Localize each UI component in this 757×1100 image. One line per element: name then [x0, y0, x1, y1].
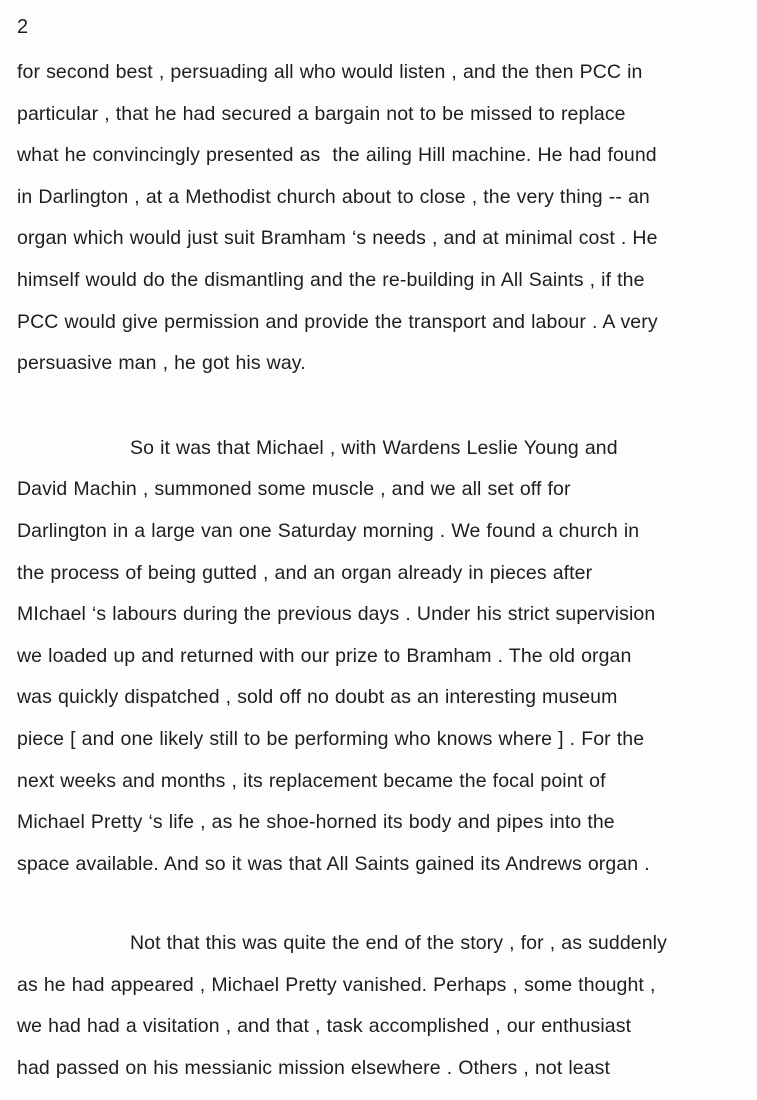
- text-line: persuasive man , he got his way.: [17, 352, 306, 375]
- paragraph-3: [17, 923, 745, 1089]
- text-line: MIchael ‘s labours during the previous days . Under his strict supervision: [17, 603, 656, 626]
- text-line: himself would do the dismantling and the re-building in All Saints , if the: [17, 268, 645, 291]
- paragraph-2: [17, 428, 745, 886]
- text-line: David Machin , summoned some muscle , and we all set off for: [17, 478, 571, 501]
- text-line: piece [ and one likely still to be performing who knows where ] . For the: [17, 727, 645, 750]
- page-number: 2: [17, 16, 29, 38]
- text-line: had passed on his messianic mission elsewhere . Others , not least: [17, 1057, 611, 1080]
- text-line: as he had appeared , Michael Pretty vanished. Perhaps , some thought ,: [17, 973, 656, 996]
- text-line: we loaded up and returned with our prize to Bramham . The old organ: [17, 644, 632, 667]
- text-line: was quickly dispatched , sold off no doubt as an interesting museum: [17, 686, 618, 709]
- paragraph-1: [17, 52, 745, 385]
- text-line: space available. And so it was that All Saints gained its Andrews organ .: [17, 852, 650, 875]
- text-line: particular , that he had secured a bargain not to be missed to replace: [17, 102, 626, 125]
- text-line: PCC would give permission and provide the transport and labour . A very: [17, 310, 658, 333]
- text-line: Darlington in a large van one Saturday morning . We found a church in: [17, 519, 640, 542]
- text-line: we had had a visitation , and that , task accomplished , our enthusiast: [17, 1015, 632, 1038]
- scanned-text-area: [17, 0, 745, 1090]
- text-line: what he convincingly presented as the ailing Hill machine. He had found: [17, 144, 657, 167]
- text-line: Not that this was quite the end of the story , for , as suddenly: [130, 932, 667, 955]
- text-line: the process of being gutted , and an organ already in pieces after: [17, 561, 593, 584]
- text-line: organ which would just suit Bramham ‘s needs , and at minimal cost . He: [17, 227, 658, 250]
- text-line: in Darlington , at a Methodist church about to close , the very thing -- an: [17, 185, 650, 208]
- text-line: for second best , persuading all who would listen , and the then PCC in: [17, 61, 643, 83]
- text-line: So it was that Michael , with Wardens Leslie Young and: [130, 436, 618, 459]
- text-line: next weeks and months , its replacement became the focal point of: [17, 769, 606, 792]
- text-line: Michael Pretty ‘s life , as he shoe-horned its body and pipes into the: [17, 811, 615, 834]
